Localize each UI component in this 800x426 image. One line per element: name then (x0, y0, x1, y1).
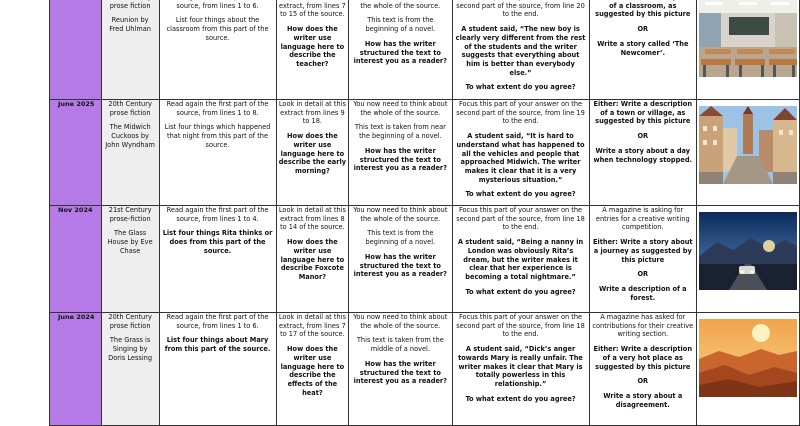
table-row-nov-2025 (50, 0, 800, 100)
picture-cell (697, 100, 800, 206)
question-5: A magazine is asking for entries for a creative writing competition. Either: Write a story about a journey as suggested by this picture OR Write a description of a forest. (589, 206, 696, 313)
question-4: Focus this part of your answer on the second part of the source, from line 18 to the end. A student said, “Being a nanny in London was obviously Rita’s dream, but the writer makes it clear that her experience is becoming a total nightmare.” To what extent do you agree? (452, 206, 589, 313)
night-road-picture (699, 212, 797, 290)
exam-date (50, 0, 102, 100)
question-3: You now need to think about the whole of the source. This text is taken from the middle of a novel. How has the writer structured the text to interest you as a reader? (349, 313, 452, 426)
source-text: 20th Century prose fiction The Grass is Singing by Doris Lessing (101, 313, 159, 426)
question-2: extract, from lines 7 to 15 of the source. How does the writer use language here to describe the teacher? (276, 0, 349, 100)
source-text: 21st Century prose-fiction The Glass House by Eve Chase (101, 206, 159, 313)
exam-date: Nov 2024 (50, 206, 102, 313)
question-2: Look in detail at this extract, from lines 7 to 17 of the source. How does the writer use language here to describe the effects of the heat? (276, 313, 349, 426)
left-margin (0, 0, 49, 419)
exam-date: June 2024 (50, 313, 102, 426)
question-4: Focus this part of your answer on the second part of the source, from line 19 to the end. A student said, “It is hard to understand what has happened to all the vehicles and people that approached Midwich. The writer makes it clear that it is a very mysterious situation.” To what extent do you agree? (452, 100, 589, 206)
question-1: source, from lines 1 to 6. List four things about the classroom from this part of the source. (159, 0, 276, 100)
question-4: Focus this part of your answer on the second part of the source, from line 18 to the end. A student said, “Dick’s anger towards Mary is really unfair. The writer makes it clear that Mary is totally powerless in this relationship.” To what extent do you agree? (452, 313, 589, 426)
source-text: prose fiction Reunion by Fred Uhlman (101, 0, 159, 100)
question-2: Look in detail at this extract from lines 9 to 18. How does the writer use language here to describe the early morning? (276, 100, 349, 206)
question-2: Look in detail at this extract from lines 8 to 14 of the source. How does the writer use language here to describe Foxcote Manor? (276, 206, 349, 313)
picture-cell (697, 0, 800, 100)
table-row-june-2025 (50, 100, 800, 206)
question-3: You now need to think about the whole of the source. This text is taken from near the beginning of a novel. How has the writer structured the text to interest you as a reader? (349, 100, 452, 206)
question-3: the whole of the source. This text is from the beginning of a novel. How has the writer structured the text to interest you as a reader? (349, 0, 452, 100)
question-1: Read again the first part of the source, from lines 1 to 6. List four things about Mary from this part of the source. (159, 313, 276, 426)
village-street-picture (699, 106, 797, 184)
table-row-june-2024 (50, 313, 800, 426)
source-text: 20th Century prose fiction The Midwich Cuckoos by John Wyndham (101, 100, 159, 206)
question-5: A magazine has asked for contributions for their creative writing section. Either: Write a description of a very hot place as suggested by this picture OR Write a story about a disagreement. (589, 313, 696, 426)
paper-table (49, 0, 800, 426)
question-3: You now need to think about the whole of the source. This text is from the beginning of a novel. How has the writer structured the text to interest you as a reader? (349, 206, 452, 313)
picture-cell (697, 313, 800, 426)
table-row-nov-2024 (50, 206, 800, 313)
question-4: second part of the source, from line 20 to the end. A student said, “The new boy is clearly very different from the rest of the students and the writer suggests that everything about him is better than everybody else.” To what extent do you agree? (452, 0, 589, 100)
question-5: of a classroom, as suggested by this picture OR Write a story called ‘The Newcomer’. (589, 0, 696, 100)
question-1: Read again the first part of the source, from lines 1 to 4. List four things Rita thinks or does from this part of the source. (159, 206, 276, 313)
classroom-picture (699, 0, 797, 77)
picture-cell (697, 206, 800, 313)
exam-date: June 2025 (50, 100, 102, 206)
question-1: Read again the first part of the source, from lines 1 to 8. List four things which happened that night from this part of the source. (159, 100, 276, 206)
question-5: Either: Write a description of a town or village, as suggested by this picture OR Write a story about a day when technology stopped. (589, 100, 696, 206)
hot-desert-picture (699, 319, 797, 397)
